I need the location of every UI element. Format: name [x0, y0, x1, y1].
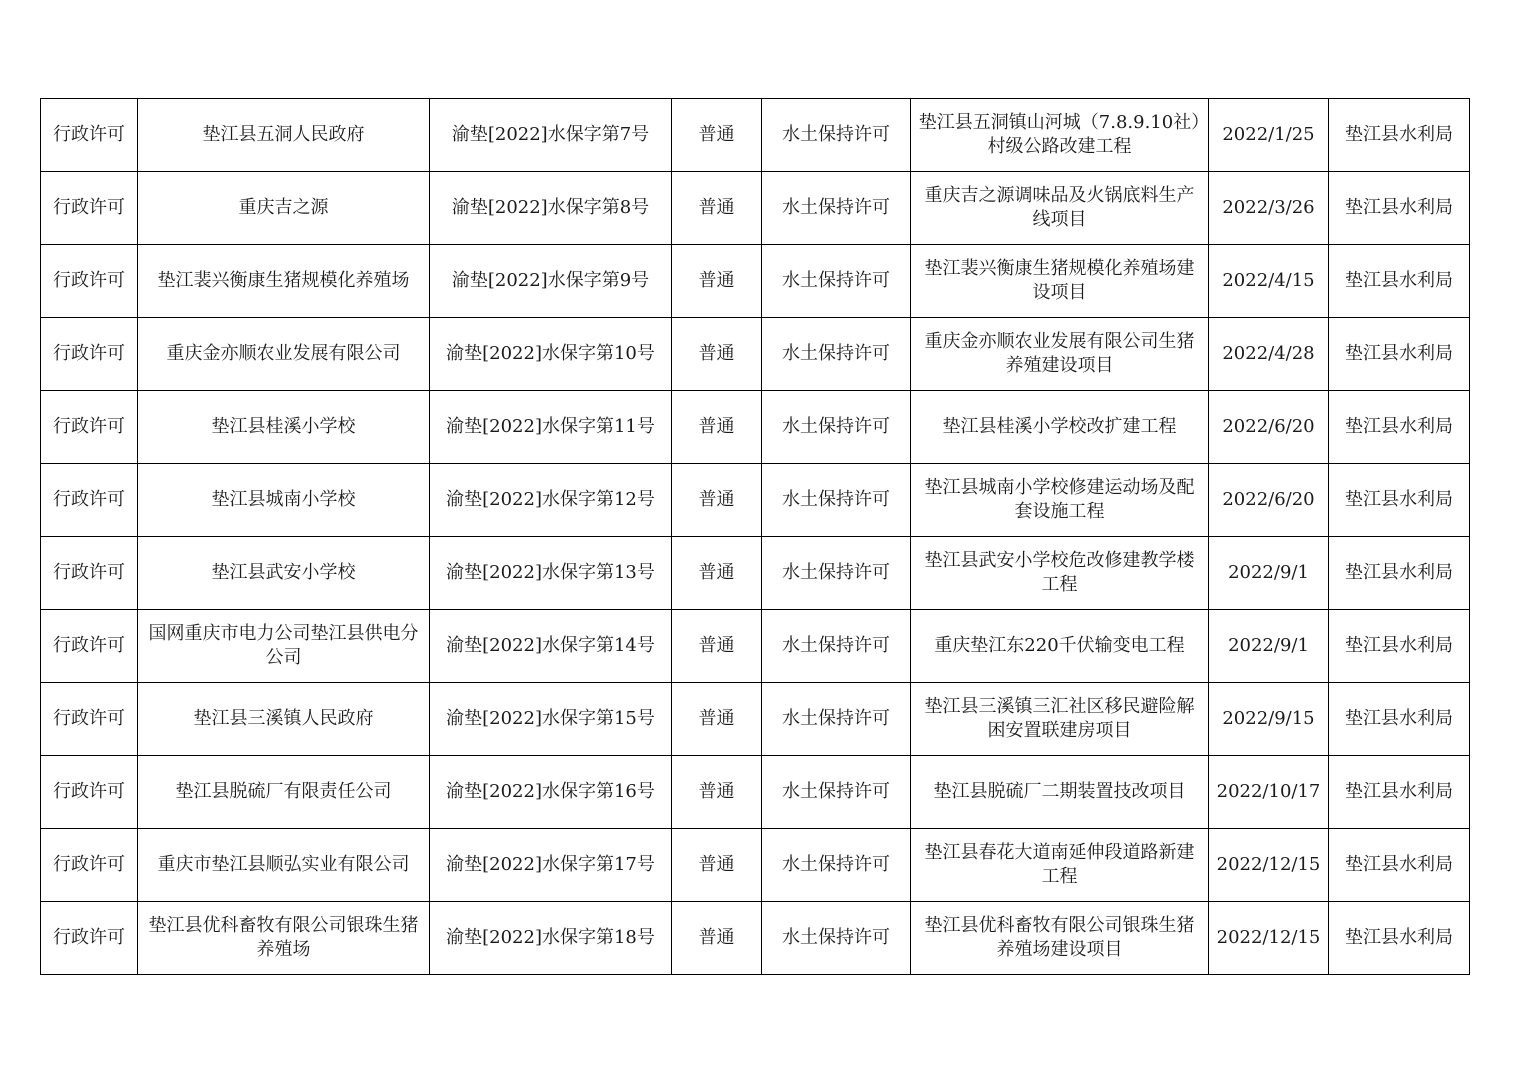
date-cell: 2022/10/17	[1209, 756, 1329, 829]
table-row	[41, 245, 1470, 318]
type-cell: 普通	[672, 610, 762, 683]
authority-cell: 垫江县水利局	[1329, 610, 1470, 683]
date-cell: 2022/4/15	[1209, 245, 1329, 318]
table-row	[41, 829, 1470, 902]
table-row	[41, 99, 1470, 172]
permit-name-cell: 水土保持许可	[762, 902, 911, 975]
permit-table-body	[41, 99, 1470, 975]
type-cell: 普通	[672, 829, 762, 902]
permit-name-cell: 水土保持许可	[762, 756, 911, 829]
table-row	[41, 683, 1470, 756]
category-cell: 行政许可	[41, 464, 138, 537]
permit-name-cell: 水土保持许可	[762, 829, 911, 902]
category-cell: 行政许可	[41, 391, 138, 464]
table-row	[41, 610, 1470, 683]
permit-name-cell: 水土保持许可	[762, 318, 911, 391]
date-cell: 2022/6/20	[1209, 391, 1329, 464]
applicant-cell: 重庆吉之源	[138, 172, 430, 245]
date-cell: 2022/9/1	[1209, 537, 1329, 610]
date-cell: 2022/9/15	[1209, 683, 1329, 756]
authority-cell: 垫江县水利局	[1329, 99, 1470, 172]
applicant-cell: 垫江县武安小学校	[138, 537, 430, 610]
applicant-cell: 国网重庆市电力公司垫江县供电分公司	[138, 610, 430, 683]
permit-name-cell: 水土保持许可	[762, 537, 911, 610]
applicant-cell: 重庆金亦顺农业发展有限公司	[138, 318, 430, 391]
applicant-cell: 垫江县脱硫厂有限责任公司	[138, 756, 430, 829]
date-cell: 2022/12/15	[1209, 829, 1329, 902]
permit-name-cell: 水土保持许可	[762, 99, 911, 172]
applicant-cell: 垫江县桂溪小学校	[138, 391, 430, 464]
table-row	[41, 172, 1470, 245]
permit-name-cell: 水土保持许可	[762, 610, 911, 683]
date-cell: 2022/12/15	[1209, 902, 1329, 975]
authority-cell: 垫江县水利局	[1329, 537, 1470, 610]
date-cell: 2022/3/26	[1209, 172, 1329, 245]
permit-name-cell: 水土保持许可	[762, 683, 911, 756]
table-row	[41, 756, 1470, 829]
authority-cell: 垫江县水利局	[1329, 245, 1470, 318]
document-number-cell: 渝垫[2022]水保字第12号	[430, 464, 672, 537]
category-cell: 行政许可	[41, 829, 138, 902]
applicant-cell: 垫江县城南小学校	[138, 464, 430, 537]
applicant-cell: 垫江县优科畜牧有限公司银珠生猪养殖场	[138, 902, 430, 975]
table-row	[41, 391, 1470, 464]
applicant-cell: 垫江县五洞人民政府	[138, 99, 430, 172]
authority-cell: 垫江县水利局	[1329, 318, 1470, 391]
table-row	[41, 537, 1470, 610]
document-number-cell: 渝垫[2022]水保字第18号	[430, 902, 672, 975]
project-name-cell: 重庆金亦顺农业发展有限公司生猪养殖建设项目	[911, 318, 1209, 391]
document-number-cell: 渝垫[2022]水保字第8号	[430, 172, 672, 245]
project-name-cell: 垫江县城南小学校修建运动场及配套设施工程	[911, 464, 1209, 537]
authority-cell: 垫江县水利局	[1329, 829, 1470, 902]
type-cell: 普通	[672, 537, 762, 610]
permit-name-cell: 水土保持许可	[762, 245, 911, 318]
project-name-cell: 垫江县武安小学校危改修建教学楼工程	[911, 537, 1209, 610]
category-cell: 行政许可	[41, 902, 138, 975]
date-cell: 2022/4/28	[1209, 318, 1329, 391]
category-cell: 行政许可	[41, 172, 138, 245]
permit-name-cell: 水土保持许可	[762, 464, 911, 537]
project-name-cell: 垫江县五洞镇山河城（7.8.9.10社）村级公路改建工程	[911, 99, 1209, 172]
type-cell: 普通	[672, 318, 762, 391]
project-name-cell: 重庆垫江东220千伏输变电工程	[911, 610, 1209, 683]
project-name-cell: 垫江县三溪镇三汇社区移民避险解困安置联建房项目	[911, 683, 1209, 756]
document-number-cell: 渝垫[2022]水保字第7号	[430, 99, 672, 172]
project-name-cell: 垫江县春花大道南延伸段道路新建工程	[911, 829, 1209, 902]
category-cell: 行政许可	[41, 318, 138, 391]
document-number-cell: 渝垫[2022]水保字第14号	[430, 610, 672, 683]
authority-cell: 垫江县水利局	[1329, 902, 1470, 975]
category-cell: 行政许可	[41, 683, 138, 756]
table-row	[41, 902, 1470, 975]
document-number-cell: 渝垫[2022]水保字第16号	[430, 756, 672, 829]
applicant-cell: 垫江县三溪镇人民政府	[138, 683, 430, 756]
project-name-cell: 垫江县优科畜牧有限公司银珠生猪养殖场建设项目	[911, 902, 1209, 975]
document-number-cell: 渝垫[2022]水保字第11号	[430, 391, 672, 464]
authority-cell: 垫江县水利局	[1329, 683, 1470, 756]
permit-name-cell: 水土保持许可	[762, 172, 911, 245]
table-row	[41, 318, 1470, 391]
category-cell: 行政许可	[41, 245, 138, 318]
type-cell: 普通	[672, 99, 762, 172]
authority-cell: 垫江县水利局	[1329, 391, 1470, 464]
type-cell: 普通	[672, 683, 762, 756]
type-cell: 普通	[672, 172, 762, 245]
table-row	[41, 464, 1470, 537]
date-cell: 2022/6/20	[1209, 464, 1329, 537]
project-name-cell: 重庆吉之源调味品及火锅底料生产线项目	[911, 172, 1209, 245]
applicant-cell: 垫江裴兴衡康生猪规模化养殖场	[138, 245, 430, 318]
type-cell: 普通	[672, 245, 762, 318]
document-number-cell: 渝垫[2022]水保字第15号	[430, 683, 672, 756]
category-cell: 行政许可	[41, 537, 138, 610]
authority-cell: 垫江县水利局	[1329, 172, 1470, 245]
date-cell: 2022/1/25	[1209, 99, 1329, 172]
type-cell: 普通	[672, 756, 762, 829]
project-name-cell: 垫江县脱硫厂二期装置技改项目	[911, 756, 1209, 829]
type-cell: 普通	[672, 391, 762, 464]
date-cell: 2022/9/1	[1209, 610, 1329, 683]
category-cell: 行政许可	[41, 610, 138, 683]
category-cell: 行政许可	[41, 99, 138, 172]
permit-name-cell: 水土保持许可	[762, 391, 911, 464]
project-name-cell: 垫江裴兴衡康生猪规模化养殖场建设项目	[911, 245, 1209, 318]
document-number-cell: 渝垫[2022]水保字第17号	[430, 829, 672, 902]
applicant-cell: 重庆市垫江县顺弘实业有限公司	[138, 829, 430, 902]
document-number-cell: 渝垫[2022]水保字第10号	[430, 318, 672, 391]
category-cell: 行政许可	[41, 756, 138, 829]
permit-table	[40, 98, 1470, 975]
authority-cell: 垫江县水利局	[1329, 464, 1470, 537]
type-cell: 普通	[672, 902, 762, 975]
document-number-cell: 渝垫[2022]水保字第9号	[430, 245, 672, 318]
type-cell: 普通	[672, 464, 762, 537]
project-name-cell: 垫江县桂溪小学校改扩建工程	[911, 391, 1209, 464]
document-number-cell: 渝垫[2022]水保字第13号	[430, 537, 672, 610]
authority-cell: 垫江县水利局	[1329, 756, 1470, 829]
